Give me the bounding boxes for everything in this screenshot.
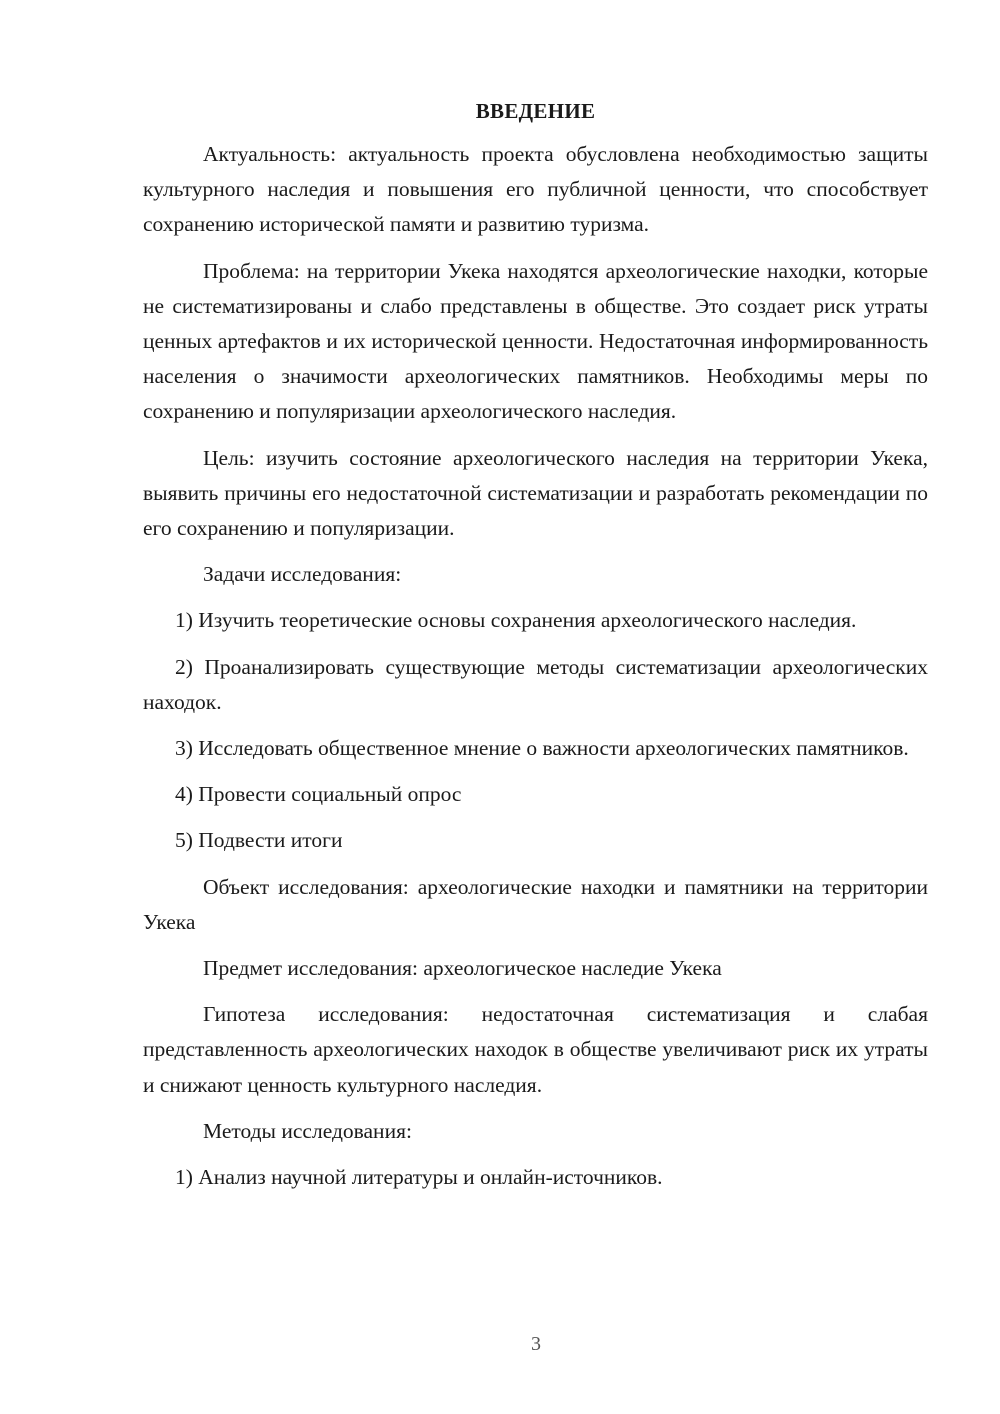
- paragraph-goal: Цель: изучить состояние археологического наследия на территории Укека, выявить причины его недостаточной систематизации и разработать рекомендации по его сохранению и популяризации.: [143, 445, 928, 541]
- page-number: 3: [531, 1333, 541, 1355]
- paragraph-relevance: Актуальность: актуальность проекта обусловлена необходимостью защиты культурного наследия и повышения его публичной ценности, что способствует сохранению исторической памяти и развитию туризма.: [143, 142, 928, 237]
- tasks-heading: Задачи исследования:: [203, 562, 402, 587]
- task-item: 5) Подвести итоги: [175, 828, 343, 853]
- method-item: 1) Анализ научной литературы и онлайн-источников.: [175, 1165, 663, 1190]
- paragraph-subject: Предмет исследования: археологическое наследие Укека: [203, 956, 722, 981]
- task-item: 3) Исследовать общественное мнение о важности археологических памятников.: [175, 736, 909, 761]
- paragraph-problem: Проблема: на территории Укека находятся археологические находки, которые не систематизированы и слабо представлены в обществе. Это создает риск утраты ценных артефактов и их исторической ценности. Недостаточная информированность населения о значимости археологических памятников. Необходимы меры по сохранению и популяризации археологического наследия.: [143, 258, 928, 424]
- paragraph-hypothesis: Гипотеза исследования: недостаточная систематизация и слабая представленность археологических находок в обществе увеличивают риск их утраты и снижают ценность культурного наследия.: [143, 1002, 928, 1097]
- task-item: 4) Провести социальный опрос: [175, 782, 462, 807]
- task-item: 1) Изучить теоретические основы сохранения археологического наследия.: [175, 608, 857, 633]
- methods-heading: Методы исследования:: [203, 1118, 412, 1143]
- task-item: 2) Проанализировать существующие методы систематизации археологических находок.: [143, 654, 928, 714]
- section-title: ВВЕДЕНИЕ: [475, 99, 596, 123]
- paragraph-object: Объект исследования: археологические находки и памятники на территории Укека: [143, 874, 928, 934]
- document-page: [143, 94, 928, 1195]
